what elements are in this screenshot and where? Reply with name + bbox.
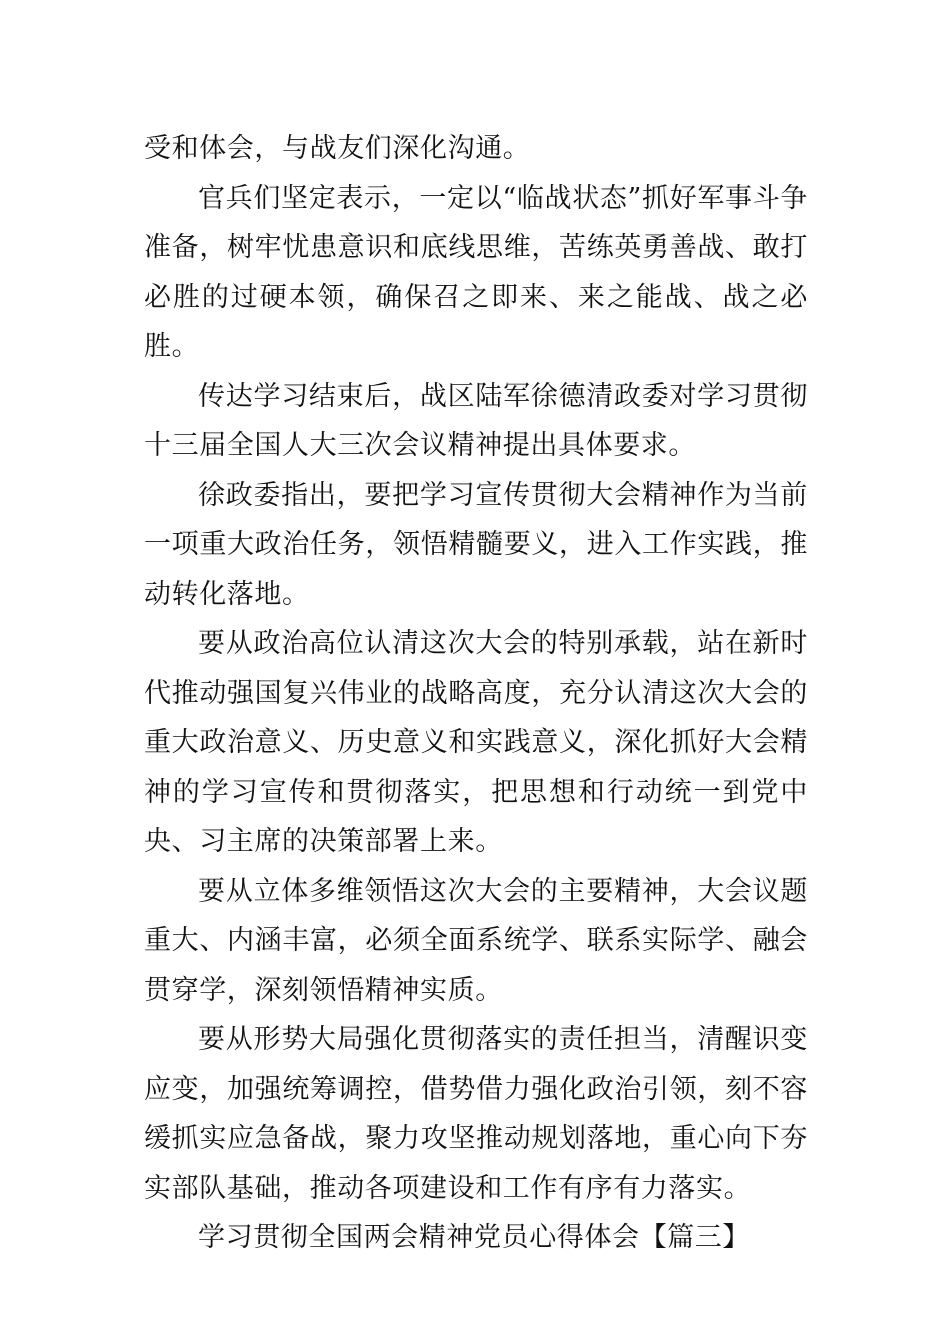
paragraph-continuation: 受和体会，与战友们深化沟通。 — [144, 133, 531, 164]
paragraph-commissar-requirements: 传达学习结束后，战区陆军徐德清政委对学习贯彻十三届全国人大三次会议精神提出具体要求。 — [144, 380, 808, 461]
document-body — [144, 124, 808, 1263]
paragraph-officers-statement: 官兵们坚定表示，一定以“临战状态”抓好军事斗争准备，树牢忧患意识和底线思维，苦练英勇善战、敢打必胜的过硬本领，确保召之即来、来之能战、战之必胜。 — [144, 182, 808, 362]
section-heading-part-three: 学习贯彻全国两会精神党员心得体会【篇三】 — [198, 1222, 750, 1253]
paragraph-responsibility: 要从形势大局强化贯彻落实的责任担当，清醒识变应变，加强统筹调控，借势借力强化政治引领，刻不容缓抓实应急备战，聚力攻坚推动规划落地，重心向下夯实部队基础，推动各项建设和工作有序有力落实。 — [144, 1024, 808, 1204]
paragraph-main-spirit: 要从立体多维领悟这次大会的主要精神，大会议题重大、内涵丰富，必须全面系统学、联系实际学、融会贯穿学，深刻领悟精神实质。 — [144, 875, 808, 1006]
paragraph-commissar-points: 徐政委指出，要把学习宣传贯彻大会精神作为当前一项重大政治任务，领悟精髓要义，进入工作实践，推动转化落地。 — [144, 479, 808, 610]
paragraph-political-height: 要从政治高位认清这次大会的特别承载，站在新时代推动强国复兴伟业的战略高度，充分认清这次大会的重大政治意义、历史意义和实践意义，深化抓好大会精神的学习宣传和贯彻落实，把思想和行动统一到党中央、习主席的决策部署上来。 — [144, 628, 808, 857]
